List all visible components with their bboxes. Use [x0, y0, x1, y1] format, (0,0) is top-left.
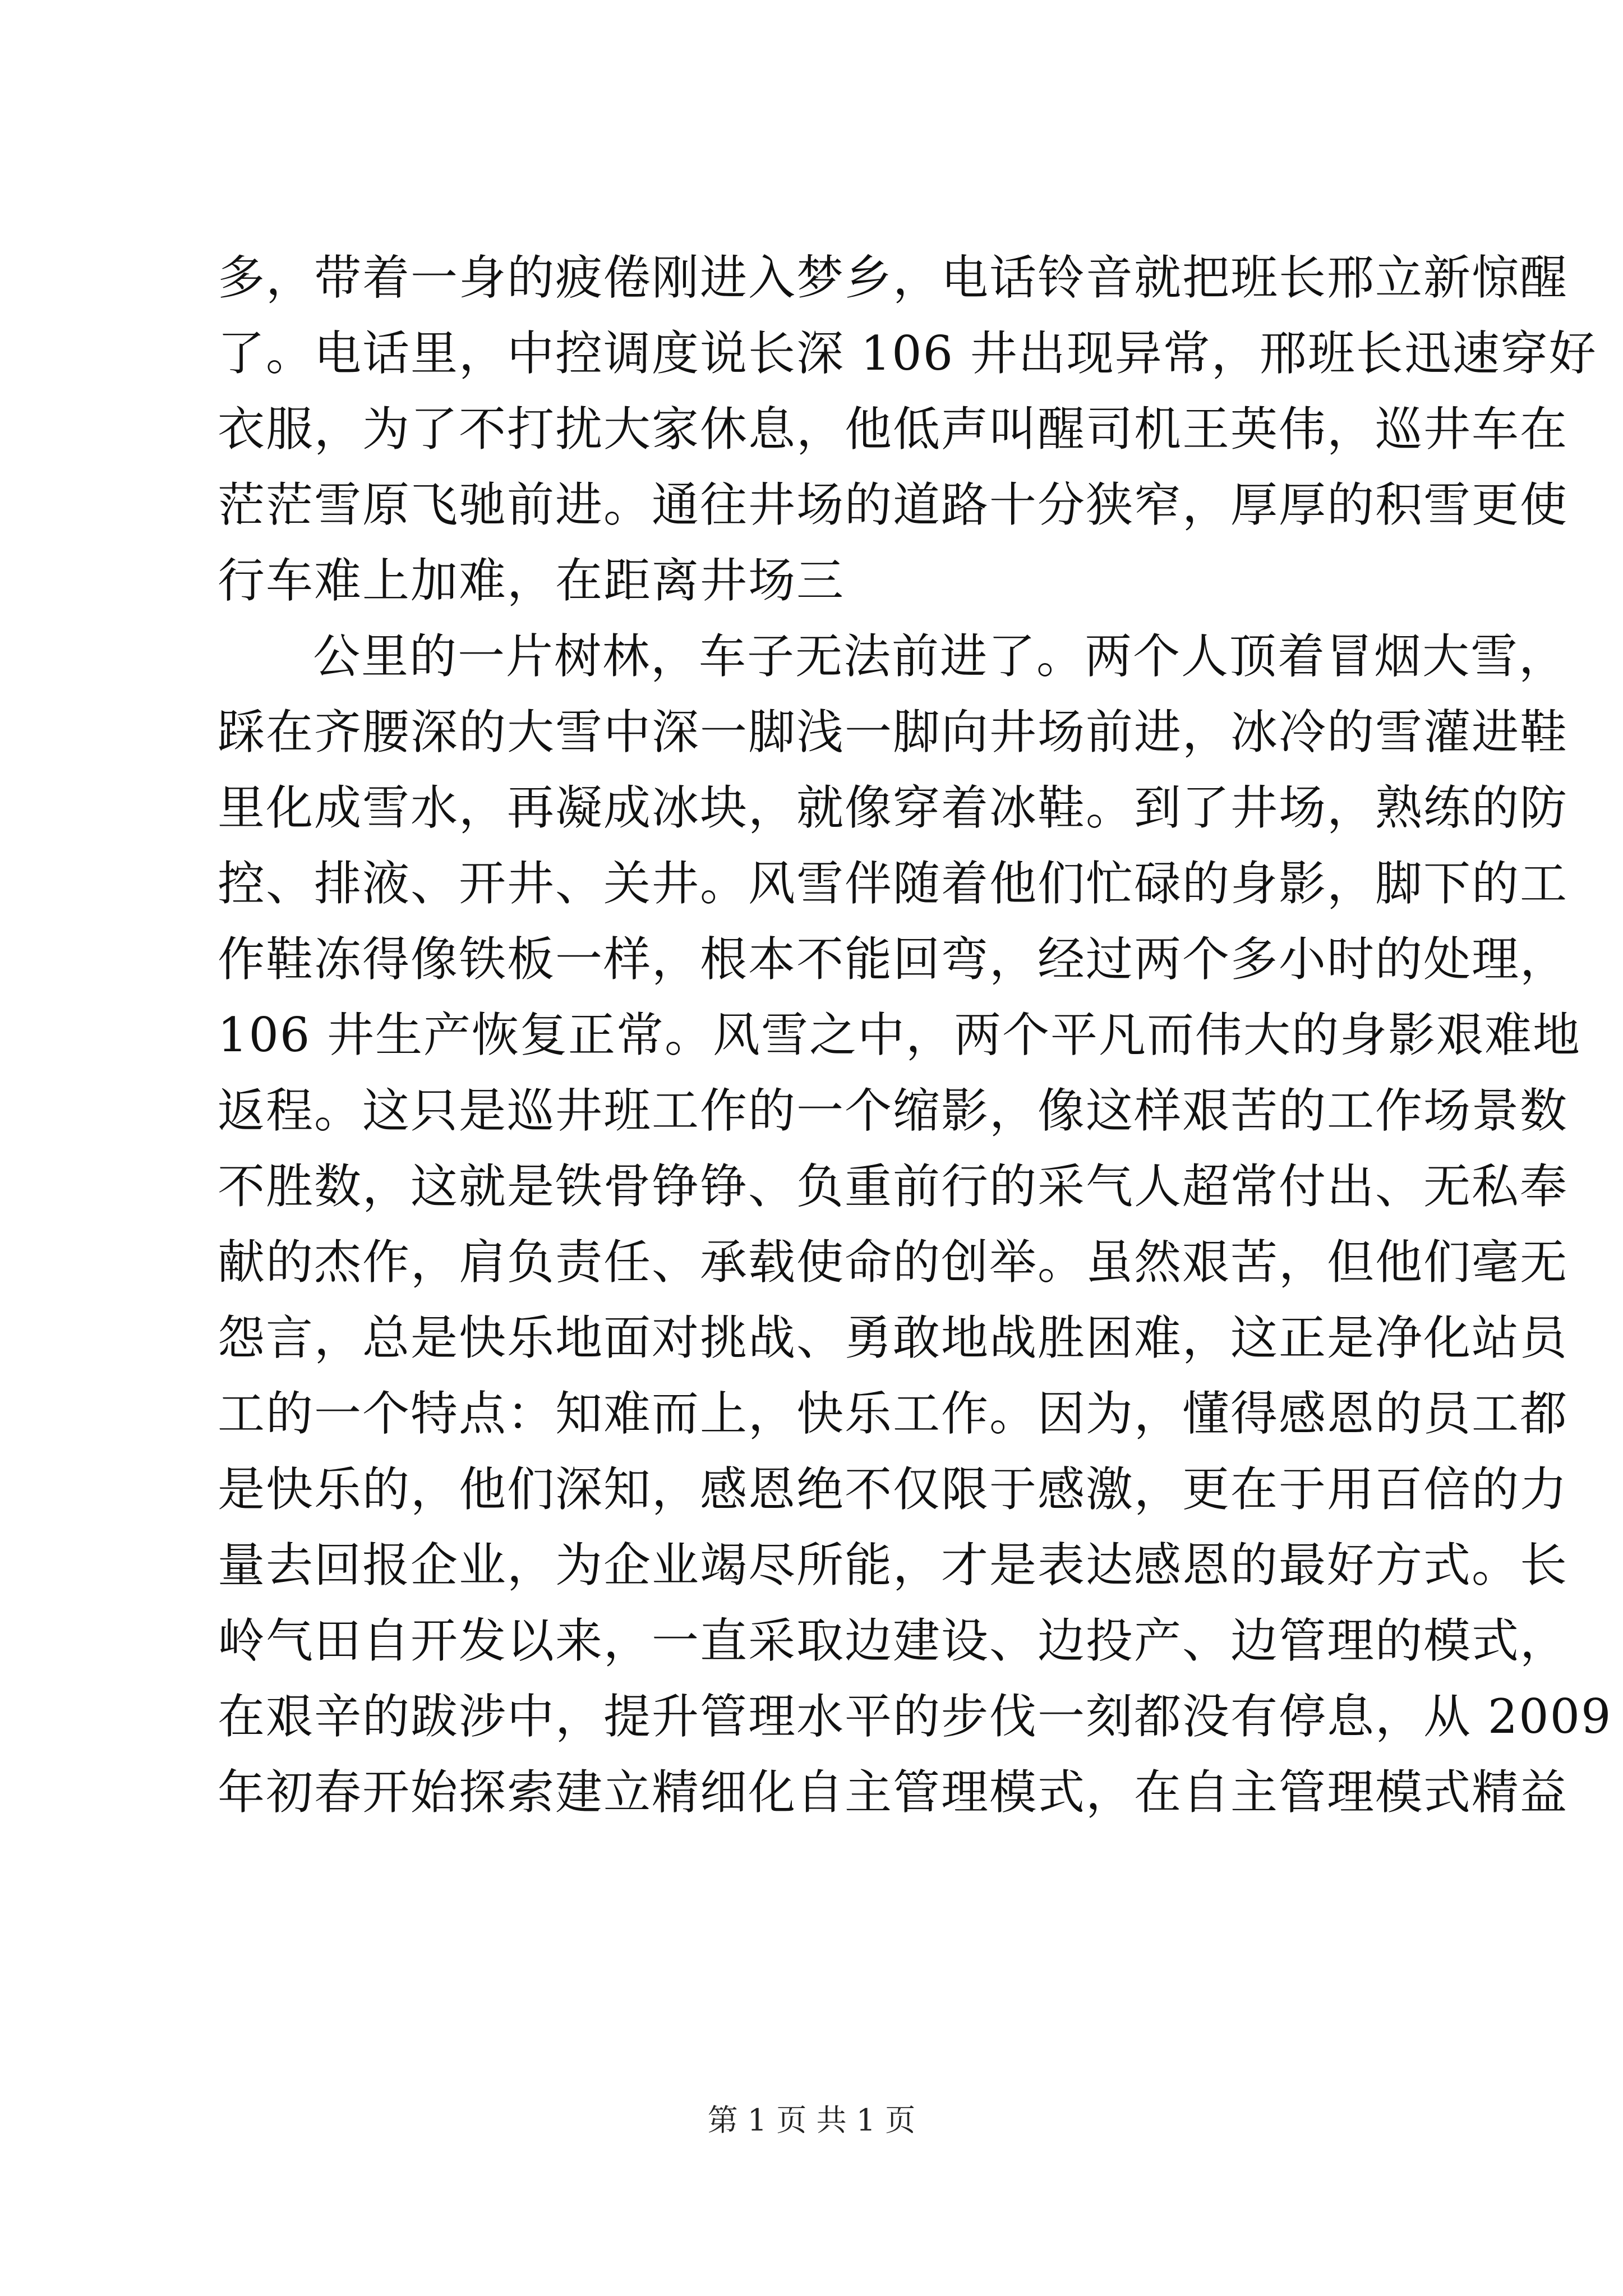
text-line: 踩在齐腰深的大雪中深一脚浅一脚向井场前进，冰冷的雪灌进鞋	[218, 705, 1569, 760]
text-line: 106 井生产恢复正常。风雪之中，两个平凡而伟大的身影艰难地	[218, 1007, 1581, 1062]
text-line: 衣服，为了不打扰大家休息，他低声叫醒司机王英伟，巡井车在	[218, 402, 1569, 457]
paragraph-first-line: 公里的一片树林，车子无法前进了。两个人顶着冒烟大雪，	[313, 629, 1567, 684]
page-footer: 第 1 页 共 1 页	[707, 2102, 916, 2138]
text-line: 在艰辛的跋涉中，提升管理水平的步伐一刻都没有停息，从 2009	[218, 1689, 1612, 1744]
text-line: 行车难上加难，在距离井场三	[218, 553, 845, 608]
text-line: 岭气田自开发以来，一直采取边建设、边投产、边管理的模式，	[218, 1613, 1569, 1668]
text-line: 控、排液、开井、关井。风雪伴随着他们忙碌的身影，脚下的工	[218, 856, 1569, 911]
text-line: 茫茫雪原飞驰前进。通往井场的道路十分狭窄，厚厚的积雪更使	[218, 477, 1569, 532]
text-line: 作鞋冻得像铁板一样，根本不能回弯，经过两个多小时的处理，	[218, 932, 1569, 987]
text-line: 返程。这只是巡井班工作的一个缩影，像这样艰苦的工作场景数	[218, 1083, 1569, 1138]
text-line: 年初春开始探索建立精细化自主管理模式，在自主管理模式精益	[218, 1765, 1569, 1820]
text-line: 了。电话里，中控调度说长深 106 井出现异常，邢班长迅速穿好	[218, 326, 1597, 381]
text-line: 工的一个特点：知难而上，快乐工作。因为，懂得感恩的员工都	[218, 1386, 1569, 1441]
text-line: 量去回报企业，为企业竭尽所能，才是表达感恩的最好方式。长	[218, 1538, 1569, 1593]
text-line: 不胜数，这就是铁骨铮铮、负重前行的采气人超常付出、无私奉	[218, 1159, 1569, 1214]
text-line: 怨言，总是快乐地面对挑战、勇敢地战胜困难，这正是净化站员	[218, 1310, 1569, 1365]
text-line: 是快乐的，他们深知，感恩绝不仅限于感激，更在于用百倍的力	[218, 1462, 1569, 1517]
text-line: 里化成雪水，再凝成冰块，就像穿着冰鞋。到了井场，熟练的防	[218, 780, 1569, 835]
text-line: 多，带着一身的疲倦刚进入梦乡，电话铃音就把班长邢立新惊醒	[218, 250, 1569, 305]
text-line: 献的杰作，肩负责任、承载使命的创举。虽然艰苦，但他们毫无	[218, 1235, 1569, 1290]
